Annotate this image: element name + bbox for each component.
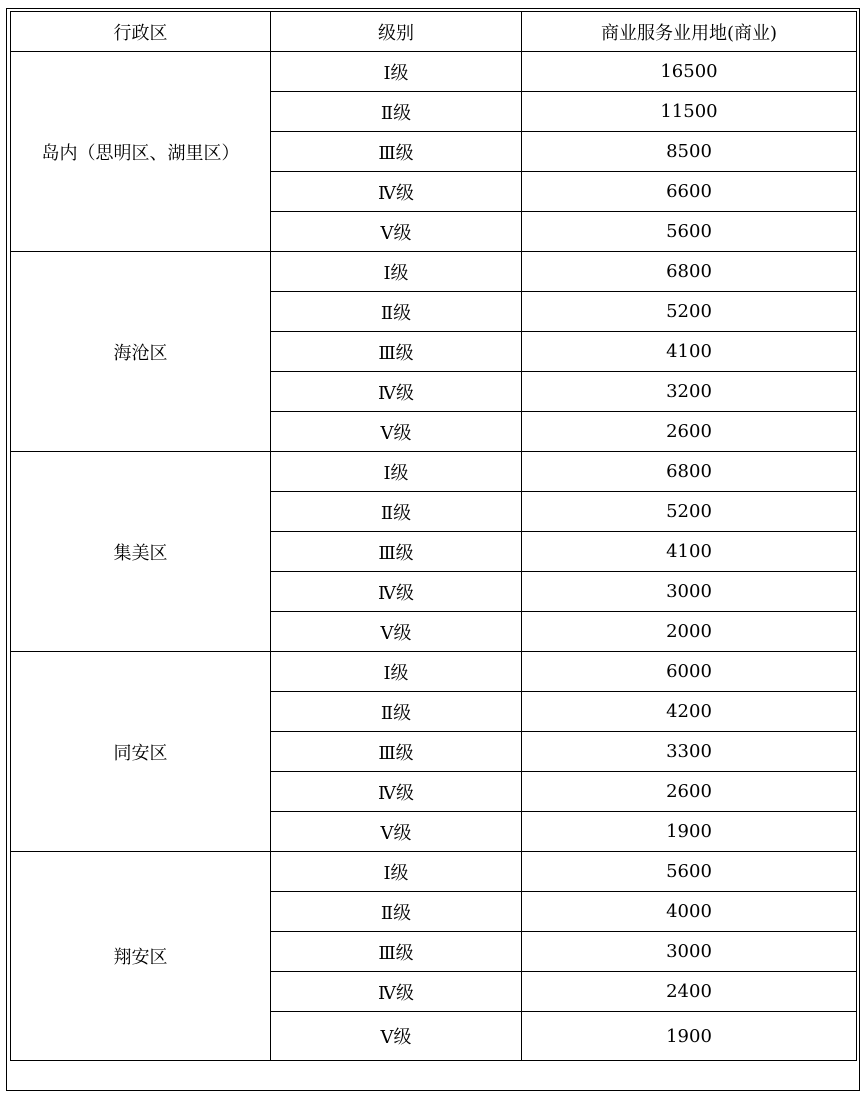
level-cell: Ⅳ级 — [271, 772, 522, 812]
level-cell: Ⅲ级 — [271, 132, 522, 172]
level-cell: Ⅲ级 — [271, 332, 522, 372]
level-cell: Ⅲ级 — [271, 732, 522, 772]
price-cell: 11500 — [522, 92, 857, 132]
level-cell: Ⅱ级 — [271, 292, 522, 332]
header-level: 级别 — [271, 12, 522, 52]
level-cell: Ⅴ级 — [271, 812, 522, 852]
price-cell: 8500 — [522, 132, 857, 172]
district-cell: 翔安区 — [11, 852, 271, 1061]
price-cell: 2600 — [522, 772, 857, 812]
level-cell: Ⅴ级 — [271, 1012, 522, 1061]
level-cell: Ⅲ级 — [271, 532, 522, 572]
table-row — [11, 52, 857, 92]
land-price-table — [10, 11, 857, 1061]
level-cell: Ⅰ级 — [271, 252, 522, 292]
price-cell: 1900 — [522, 1012, 857, 1061]
table-row — [11, 652, 857, 692]
level-cell: Ⅰ级 — [271, 52, 522, 92]
price-cell: 6600 — [522, 172, 857, 212]
level-cell: Ⅰ级 — [271, 652, 522, 692]
header-commercial-price: 商业服务业用地(商业) — [522, 12, 857, 52]
level-cell: Ⅴ级 — [271, 612, 522, 652]
level-cell: Ⅳ级 — [271, 572, 522, 612]
price-cell: 4100 — [522, 332, 857, 372]
level-cell: Ⅳ级 — [271, 172, 522, 212]
price-cell: 4200 — [522, 692, 857, 732]
price-cell: 6800 — [522, 452, 857, 492]
level-cell: Ⅰ级 — [271, 452, 522, 492]
level-cell: Ⅳ级 — [271, 972, 522, 1012]
price-cell: 1900 — [522, 812, 857, 852]
district-cell: 海沧区 — [11, 252, 271, 452]
price-cell: 2000 — [522, 612, 857, 652]
price-cell: 4100 — [522, 532, 857, 572]
district-cell: 岛内（思明区、湖里区） — [11, 52, 271, 252]
level-cell: Ⅱ级 — [271, 92, 522, 132]
level-cell: Ⅱ级 — [271, 692, 522, 732]
price-cell: 4000 — [522, 892, 857, 932]
level-cell: Ⅰ级 — [271, 852, 522, 892]
table-body — [11, 52, 857, 1061]
price-cell: 3200 — [522, 372, 857, 412]
level-cell: Ⅳ级 — [271, 372, 522, 412]
level-cell: Ⅴ级 — [271, 412, 522, 452]
price-cell: 5600 — [522, 212, 857, 252]
district-cell: 集美区 — [11, 452, 271, 652]
price-cell: 3000 — [522, 932, 857, 972]
price-cell: 5200 — [522, 492, 857, 532]
level-cell: Ⅱ级 — [271, 892, 522, 932]
price-cell: 16500 — [522, 52, 857, 92]
price-cell: 2400 — [522, 972, 857, 1012]
table-row — [11, 252, 857, 292]
price-cell: 3300 — [522, 732, 857, 772]
price-cell: 5600 — [522, 852, 857, 892]
price-cell: 2600 — [522, 412, 857, 452]
header-row — [11, 12, 857, 52]
price-cell: 3000 — [522, 572, 857, 612]
table-header — [11, 12, 857, 52]
price-cell: 6000 — [522, 652, 857, 692]
table-row — [11, 852, 857, 892]
table-row — [11, 452, 857, 492]
price-cell: 5200 — [522, 292, 857, 332]
header-district: 行政区 — [11, 12, 271, 52]
price-cell: 6800 — [522, 252, 857, 292]
level-cell: Ⅴ级 — [271, 212, 522, 252]
level-cell: Ⅱ级 — [271, 492, 522, 532]
level-cell: Ⅲ级 — [271, 932, 522, 972]
district-cell: 同安区 — [11, 652, 271, 852]
